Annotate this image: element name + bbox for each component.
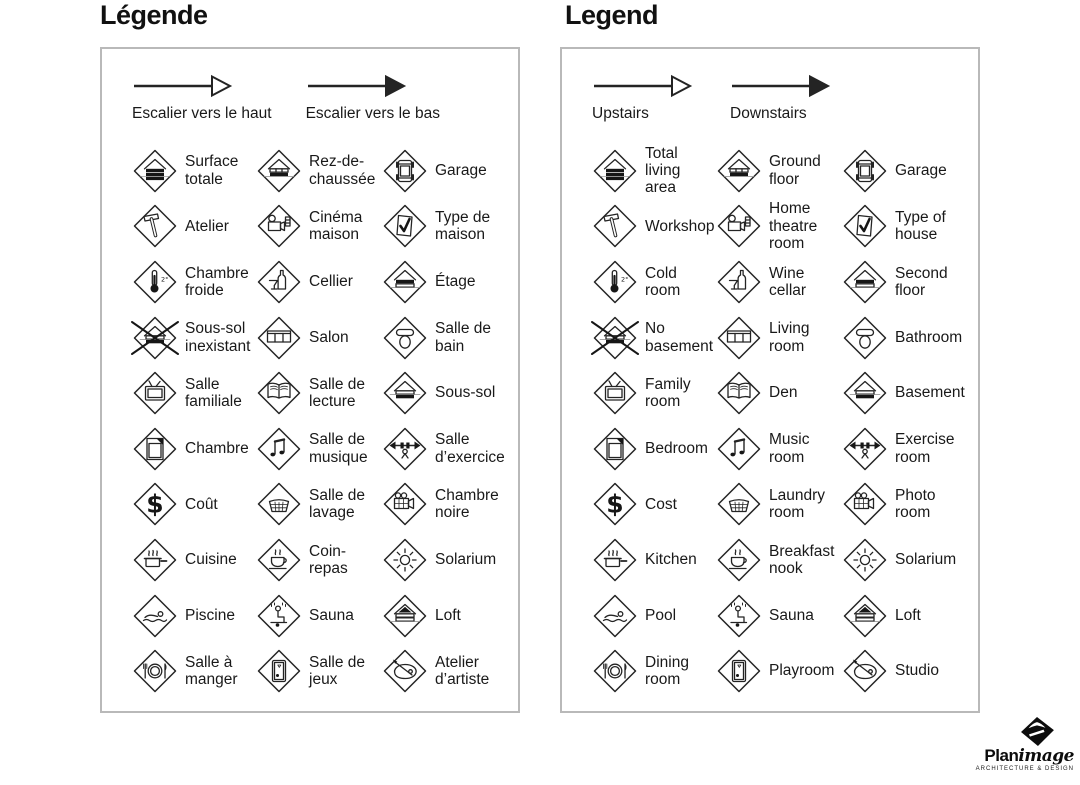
legend-item	[256, 532, 382, 588]
garage-icon	[382, 148, 428, 194]
legend-item	[842, 143, 974, 199]
garage-icon	[842, 148, 888, 194]
legend-item	[256, 143, 382, 199]
legend-item	[132, 477, 256, 533]
legend-item-label: Solarium	[895, 551, 957, 569]
legend-item	[132, 588, 256, 644]
legend-item	[256, 588, 382, 644]
workshop-icon	[132, 203, 178, 249]
bathroom-icon	[842, 315, 888, 361]
stairs-arrows-english	[562, 49, 978, 133]
legend-item-label: Type of house	[895, 209, 946, 244]
svg-text:2°: 2°	[161, 275, 169, 284]
legend-item-label: Garage	[895, 162, 947, 180]
legend-item	[132, 310, 256, 366]
arrow-label: Escalier vers le haut	[132, 105, 272, 122]
legend-item-label: Salle familiale	[185, 375, 242, 411]
legend-item-label: Family room	[645, 375, 691, 411]
dining-room-icon	[592, 648, 638, 694]
stairs-arrows-french	[102, 49, 518, 133]
legend-item-label: Salle à manger	[185, 653, 238, 689]
legend-item	[592, 532, 716, 588]
legend-item-label: Étage	[435, 273, 476, 291]
legend-item	[382, 254, 514, 310]
legend-item	[716, 532, 842, 588]
legend-title-english: Legend	[565, 0, 659, 30]
svg-text:2°: 2°	[621, 275, 629, 284]
legend-item-label: Playroom	[769, 662, 835, 680]
logo-text-plan: Plan	[984, 746, 1019, 765]
legend-item-label: Type de maison	[435, 209, 491, 244]
legend-item	[592, 421, 716, 477]
legend-item	[842, 365, 974, 421]
legend-panel-english	[560, 47, 980, 713]
cold-room-icon	[132, 259, 178, 305]
music-room-icon	[716, 426, 762, 472]
laundry-room-icon	[716, 481, 762, 527]
legend-item	[716, 199, 842, 255]
legend-item-label: Wine cellar	[769, 264, 807, 299]
legend-item-label: Basement	[895, 384, 965, 402]
legend-title-french: Légende	[100, 0, 208, 30]
den-icon	[256, 370, 302, 416]
family-room-icon	[132, 370, 178, 416]
legend-item	[382, 143, 514, 199]
second-floor-icon	[382, 259, 428, 305]
svg-text:$: $	[606, 489, 624, 519]
loft-icon	[842, 593, 888, 639]
legend-item-label: Atelier d’artiste	[435, 653, 490, 689]
stairs-up-arrow	[132, 73, 272, 123]
legend-item	[716, 310, 842, 366]
legend-item-label: Dining room	[645, 653, 689, 689]
legend-item	[132, 254, 256, 310]
legend-item-label: Coin-repas	[309, 542, 348, 577]
stairs-down-arrow	[306, 73, 440, 123]
legend-item	[256, 365, 382, 421]
planimage-book-icon	[1018, 716, 1056, 747]
legend-item-label: Cost	[645, 495, 677, 513]
legend-item-label: Atelier	[185, 217, 229, 235]
legend-item-label: Music room	[769, 431, 810, 466]
wine-cellar-icon	[716, 259, 762, 305]
legend-item-label: Sous-sol	[435, 384, 496, 402]
legend-item	[132, 365, 256, 421]
legend-item	[842, 199, 974, 255]
legend-item	[592, 199, 716, 255]
legend-item	[256, 477, 382, 533]
legend-item-label: Bathroom	[895, 328, 963, 346]
planimage-wordmark	[964, 747, 1074, 765]
legend-item	[382, 588, 514, 644]
arrow-label: Downstairs	[730, 105, 807, 122]
legend-item-label: Sous-sol inexistant	[185, 320, 251, 355]
svg-text:$: $	[146, 489, 164, 519]
legend-item-label: Second floor	[895, 264, 948, 299]
cold-room-icon	[592, 259, 638, 305]
legend-item-label: No basement	[645, 320, 714, 355]
living-room-icon	[256, 315, 302, 361]
legend-item-label: Studio	[895, 662, 939, 680]
legend-item-label: Salle de lavage	[309, 487, 366, 522]
legend-item	[592, 310, 716, 366]
cost-icon	[592, 481, 638, 527]
legend-item-label: Total living area	[645, 144, 681, 197]
legend-item	[382, 643, 514, 699]
exercise-room-icon	[842, 426, 888, 472]
legend-item	[132, 143, 256, 199]
legend-item-label: Salle d’exercice	[435, 431, 505, 466]
solarium-icon	[842, 537, 888, 583]
logo-tagline: ARCHITECTURE & DESIGN	[975, 766, 1074, 772]
legend-item	[256, 199, 382, 255]
exercise-room-icon	[382, 426, 428, 472]
legend-item	[592, 588, 716, 644]
legend-item-label: Loft	[435, 606, 461, 624]
legend-item	[842, 588, 974, 644]
pool-icon	[592, 593, 638, 639]
legend-item	[256, 421, 382, 477]
legend-item-label: Cellier	[309, 273, 353, 291]
total-living-area-icon	[592, 148, 638, 194]
legend-item	[132, 643, 256, 699]
legend-item-label: Den	[769, 384, 798, 402]
sauna-icon	[256, 593, 302, 639]
legend-item	[716, 477, 842, 533]
ground-floor-icon	[716, 148, 762, 194]
arrow-label: Escalier vers le bas	[305, 105, 440, 122]
legend-item-label: Garage	[435, 162, 487, 180]
legend-item-label: Living room	[769, 320, 810, 355]
basement-icon	[382, 370, 428, 416]
basement-icon	[842, 370, 888, 416]
legend-item-label: Salon	[309, 328, 349, 346]
legend-item	[716, 365, 842, 421]
legend-item-label: Bedroom	[645, 440, 708, 458]
legend-item	[382, 532, 514, 588]
second-floor-icon	[842, 259, 888, 305]
legend-item	[716, 254, 842, 310]
legend-item-label: Sauna	[769, 606, 814, 624]
arrow-label: Upstairs	[592, 105, 649, 122]
legend-item-label: Loft	[895, 606, 921, 624]
pool-icon	[132, 593, 178, 639]
legend-item-label: Coût	[185, 495, 218, 513]
legend-item	[256, 310, 382, 366]
legend-item	[716, 588, 842, 644]
studio-icon	[382, 648, 428, 694]
legend-item-label: Cuisine	[185, 551, 237, 569]
solarium-icon	[382, 537, 428, 583]
legend-item	[382, 199, 514, 255]
legend-item-label: Salle de jeux	[309, 653, 366, 689]
logo-text-image: image	[1018, 746, 1074, 766]
sauna-icon	[716, 593, 762, 639]
legend-item-label: Chambre noire	[435, 487, 499, 522]
stairs-down-arrow	[730, 73, 834, 123]
cost-icon	[132, 481, 178, 527]
legend-item	[716, 643, 842, 699]
legend-item	[842, 254, 974, 310]
legend-item	[382, 365, 514, 421]
kitchen-icon	[592, 537, 638, 583]
legend-item-label: Home theatre room	[769, 200, 818, 253]
breakfast-nook-icon	[716, 537, 762, 583]
legend-item-label: Salle de musique	[309, 431, 368, 466]
legend-item-label: Cold room	[645, 264, 681, 299]
legend-item	[382, 421, 514, 477]
legend-item	[592, 254, 716, 310]
home-theatre-icon	[716, 203, 762, 249]
legend-item	[716, 421, 842, 477]
legend-item-label: Photo room	[895, 487, 936, 522]
legend-item-label: Rez-de-chaussée	[309, 153, 376, 188]
no-basement-icon	[592, 315, 638, 361]
legend-item-label: Pool	[645, 606, 677, 624]
legend-item	[842, 477, 974, 533]
legend-item-label: Chambre	[185, 440, 249, 458]
legend-item-label: Exercise room	[895, 431, 955, 466]
legend-item	[842, 421, 974, 477]
legend-grid-english	[592, 143, 978, 699]
legend-item	[256, 643, 382, 699]
type-of-house-icon	[382, 203, 428, 249]
wine-cellar-icon	[256, 259, 302, 305]
legend-grid-french	[132, 143, 518, 699]
legend-panel-french	[100, 47, 520, 713]
photo-room-icon	[382, 481, 428, 527]
legend-item	[382, 310, 514, 366]
legend-item-label: Sauna	[309, 606, 354, 624]
living-room-icon	[716, 315, 762, 361]
legend-item	[132, 421, 256, 477]
legend-item-label: Salle de bain	[435, 320, 492, 355]
photo-room-icon	[842, 481, 888, 527]
legend-item-label: Cinéma maison	[309, 209, 363, 244]
kitchen-icon	[132, 537, 178, 583]
legend-item-label: Kitchen	[645, 551, 697, 569]
bathroom-icon	[382, 315, 428, 361]
bedroom-icon	[592, 426, 638, 472]
breakfast-nook-icon	[256, 537, 302, 583]
legend-item	[132, 199, 256, 255]
legend-item-label: Surface totale	[185, 153, 239, 188]
legend-item-label: Solarium	[435, 551, 497, 569]
bedroom-icon	[132, 426, 178, 472]
no-basement-icon	[132, 315, 178, 361]
type-of-house-icon	[842, 203, 888, 249]
loft-icon	[382, 593, 428, 639]
dining-room-icon	[132, 648, 178, 694]
total-living-area-icon	[132, 148, 178, 194]
planimage-logo	[964, 716, 1074, 772]
legend-item	[592, 477, 716, 533]
legend-item-label: Piscine	[185, 606, 235, 624]
playroom-icon	[256, 648, 302, 694]
stairs-up-arrow	[592, 73, 696, 123]
studio-icon	[842, 648, 888, 694]
playroom-icon	[716, 648, 762, 694]
legend-item	[132, 532, 256, 588]
legend-item	[592, 643, 716, 699]
ground-floor-icon	[256, 148, 302, 194]
legend-item	[842, 532, 974, 588]
legend-item-label: Ground floor	[769, 153, 821, 188]
legend-item	[716, 143, 842, 199]
legend-item-label: Breakfast nook	[769, 542, 835, 577]
legend-item	[842, 643, 974, 699]
legend-item	[382, 477, 514, 533]
legend-item	[592, 143, 716, 199]
legend-item	[592, 365, 716, 421]
legend-item-label: Laundry room	[769, 487, 826, 522]
den-icon	[716, 370, 762, 416]
legend-item	[842, 310, 974, 366]
workshop-icon	[592, 203, 638, 249]
legend-item-label: Salle de lecture	[309, 375, 366, 411]
legend-item	[256, 254, 382, 310]
laundry-room-icon	[256, 481, 302, 527]
home-theatre-icon	[256, 203, 302, 249]
legend-item-label: Chambre froide	[185, 264, 249, 299]
family-room-icon	[592, 370, 638, 416]
legend-item-label: Workshop	[645, 217, 715, 235]
music-room-icon	[256, 426, 302, 472]
